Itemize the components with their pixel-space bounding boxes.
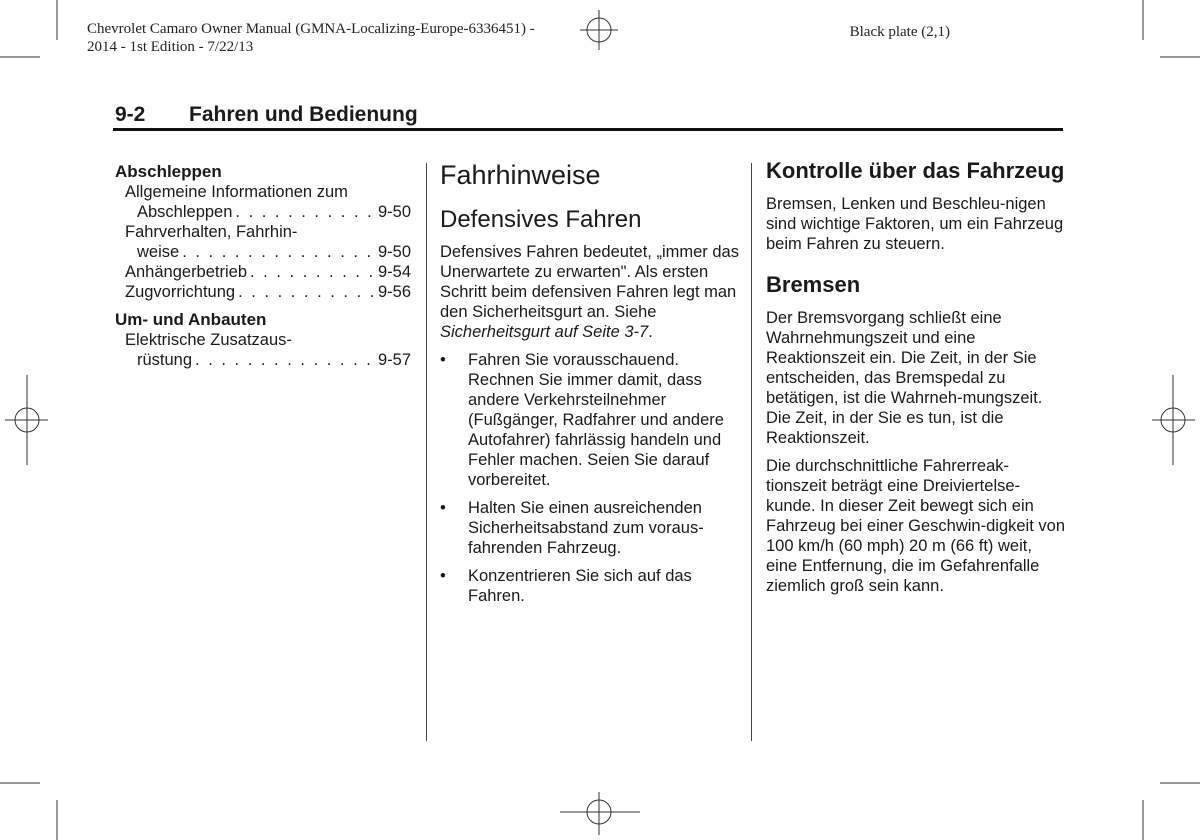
registration-mark-right [1152, 375, 1195, 465]
toc-entry-page: 9-54 [377, 263, 411, 281]
toc-entry[interactable] [115, 350, 411, 370]
cross-reference-link[interactable]: Sicherheitsgurt auf Seite 3-7 [440, 323, 649, 341]
bullet-icon: • [440, 499, 446, 517]
toc-entry-label: rüstung [137, 351, 193, 369]
toc-entry-label: Abschleppen [137, 203, 233, 221]
toc-entry-page: 9-56 [377, 283, 411, 301]
list-item [440, 350, 740, 490]
table-of-contents [115, 162, 411, 378]
intro-text: Defensives Fahren bedeutet, „immer das Unerwartete zu erwarten". Als ersten Schritt beim defensiven Fahren legt man den Sicherheitsgurt an. Siehe [440, 243, 739, 321]
heading-fahrhinweise: Fahrhinweise [440, 160, 601, 190]
toc-entry-text: Fahrverhalten, Fahrhin- [125, 223, 298, 241]
paragraph-kontrolle: Bremsen, Lenken und Beschleu-nigen sind wichtige Faktoren, um ein Fahrzeug beim Fahren zu steuern. [766, 195, 1064, 253]
list-item-text: Fahren Sie vorausschauend. Rechnen Sie immer damit, dass andere Verkehrsteilnehmer (Fußgänger, Radfahrer und andere Autofahrer) fahrlässig handeln und Fehler machen. Seien Sie darauf vorbereitet. [468, 351, 724, 489]
toc-entry-page: 9-57 [377, 351, 411, 369]
toc-entry-text: Elektrische Zusatzaus- [125, 331, 292, 349]
list-item [440, 566, 740, 606]
section-number: 9-2 [115, 103, 146, 126]
intro-end: . [648, 323, 653, 341]
toc-entry[interactable] [115, 262, 411, 282]
bullet-icon: • [440, 351, 446, 369]
paragraph-bremsen-1: Der Bremsvorgang schließt eine Wahrnehmungszeit und eine Reaktionszeit ein. Die Zeit, in der Sie entscheiden, das Bremspedal zu betätigen, ist die Wahrneh-mungszeit. Die Zeit, in der Sie es tun, ist die Reaktionszeit. [766, 309, 1043, 447]
column-divider-1 [426, 163, 427, 741]
toc-entry-label: Zugvorrichtung [125, 283, 236, 301]
list-item-text: Halten Sie einen ausreichenden Sicherheitsabstand zum voraus-fahrenden Fahrzeug. [468, 499, 704, 557]
intro-paragraph [440, 242, 740, 342]
toc-entry-label: weise [137, 243, 180, 261]
toc-entry[interactable] [115, 242, 411, 262]
heading-bremsen: Bremsen [766, 272, 861, 297]
plate-label: Black plate (2,1) [849, 24, 950, 40]
toc-entry-label: Anhängerbetrieb [125, 263, 248, 281]
registration-mark-left [5, 375, 48, 465]
bullet-list [440, 350, 740, 606]
list-item [440, 498, 740, 558]
column-kontrolle [766, 158, 1066, 604]
toc-entry-page: 9-50 [377, 203, 411, 221]
column-fahrhinweise [440, 158, 740, 614]
toc-entry-page: 9-50 [377, 243, 411, 261]
list-item-text: Konzentrieren Sie sich auf das Fahren. [468, 567, 692, 605]
toc-heading: Um- und Anbauten [115, 310, 267, 329]
section-header [115, 103, 418, 127]
toc-entry[interactable] [115, 202, 411, 222]
toc-entry-text: Allgemeine Informationen zum [125, 183, 348, 201]
section-title: Fahren und Bedienung [189, 103, 418, 126]
toc-group-abschleppen [115, 162, 411, 302]
paragraph-bremsen-2: Die durchschnittliche Fahrerreak-tionszeit beträgt eine Dreiviertelse-kunde. In dieser Zeit bewegt sich ein Fahrzeug bei einer Geschwin-digkeit von 100 km/h (60 mph) 20 m (66 ft) weit, eine Entfernung, die im Gefahrenfalle ziemlich groß sein kann. [766, 457, 1065, 595]
bullet-icon: • [440, 567, 446, 585]
print-header-line2: 2014 - 1st Edition - 7/22/13 [87, 39, 254, 55]
print-header-line1: Chevrolet Camaro Owner Manual (GMNA-Localizing-Europe-6336451) - [87, 21, 535, 37]
toc-heading: Abschleppen [115, 162, 222, 181]
toc-entry[interactable] [115, 282, 411, 302]
heading-kontrolle: Kontrolle über das Fahrzeug [766, 158, 1065, 183]
registration-mark-top [580, 10, 618, 50]
heading-defensives-fahren: Defensives Fahren [440, 206, 642, 233]
header-rule [113, 128, 1063, 131]
toc-group-anbauten [115, 310, 411, 370]
registration-mark-bottom [560, 792, 640, 835]
column-divider-2 [751, 163, 752, 741]
